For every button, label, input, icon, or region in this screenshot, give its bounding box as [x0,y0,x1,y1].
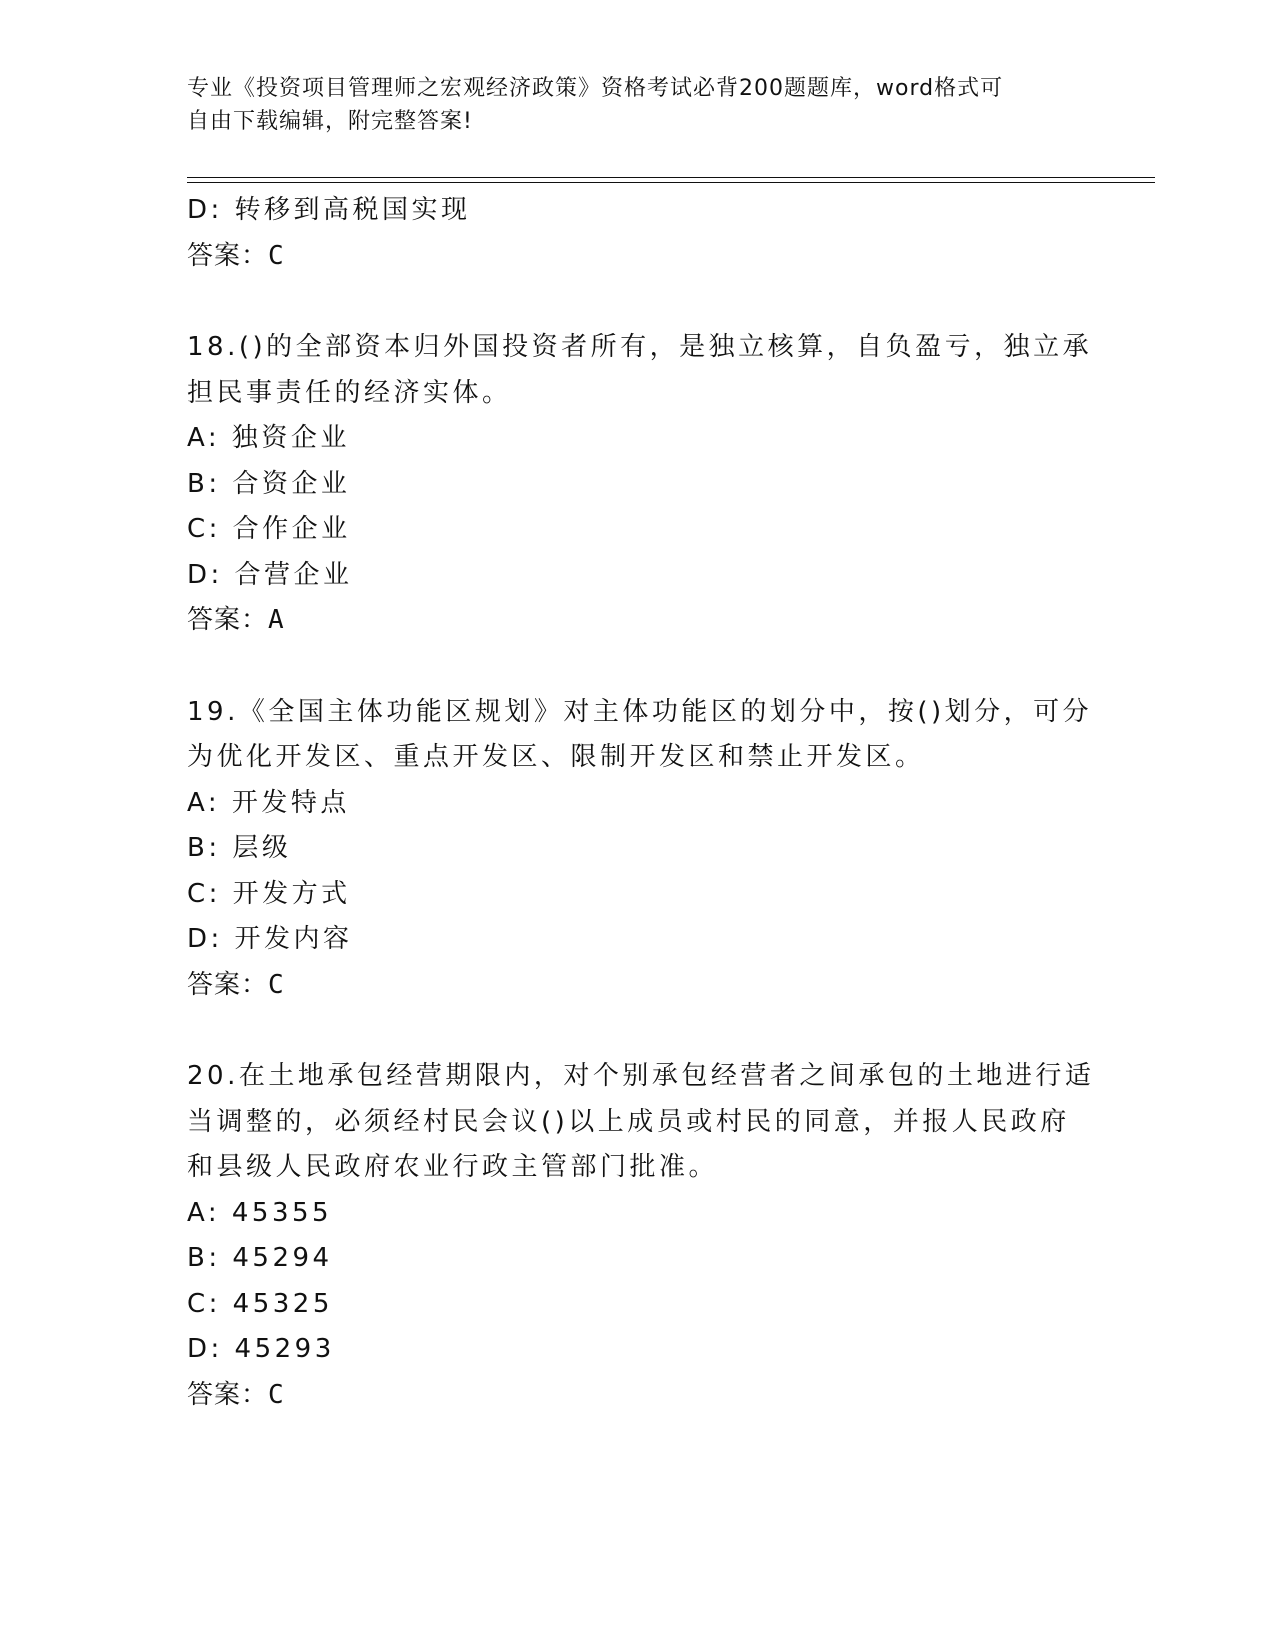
option-b: B: 合资企业 [187,468,351,499]
option-d: D: 开发内容 [187,924,353,954]
header-line-1: 专业《投资项目管理师之宏观经济政策》资格考试必背200题题库，word格式可 [187,76,1004,101]
question-stem-line: 担民事责任的经济实体。 [187,377,512,408]
question-19 [187,690,1093,1009]
question-18 [187,325,1093,644]
option-a: A: 45355 [187,1197,333,1228]
answer-line [187,963,1087,1009]
answer-value: C [268,969,284,1000]
question-stem-line: 和县级人民政府农业行政主管部门批准。 [187,1152,719,1182]
option-d: D: 45293 [187,1334,335,1364]
prev-option-d: D: 转移到高税国实现 [187,195,471,225]
option-a: A: 开发特点 [187,787,350,818]
answer-label: 答案： [187,1379,269,1410]
header-line-2: 自由下载编辑，附完整答案! [187,109,473,134]
question-stem-line: 20.在土地承包经营期限内，对个别承包经营者之间承包的土地进行适 [187,1061,1095,1091]
answer-value: C [268,1379,284,1410]
question-20 [187,1054,1095,1418]
answer-label: 答案： [187,605,269,635]
answer-line [187,1373,1087,1419]
prev-answer [187,234,1087,280]
option-b: B: 45294 [187,1243,333,1273]
answer-value: A [268,605,284,635]
option-a: A: 独资企业 [187,423,350,453]
document-header [187,72,1067,138]
header-divider-bottom [187,182,1155,183]
option-c: C: 开发方式 [187,878,351,909]
question-stem-line: 18.()的全部资本归外国投资者所有，是独立核算，自负盈亏，独立承 [187,332,1093,362]
option-d: D: 合营企业 [187,559,353,590]
question-stem-line: 19.《全国主体功能区规划》对主体功能区的划分中，按()划分，可分 [187,696,1093,727]
answer-label: 答案： [187,240,269,271]
option-c: C: 45325 [187,1288,333,1319]
question-stem-line: 为优化开发区、重点开发区、限制开发区和禁止开发区。 [187,742,925,772]
answer-line [187,598,1087,644]
answer-label: 答案： [187,969,269,1000]
question-stem-line: 当调整的，必须经村民会议()以上成员或村民的同意，并报人民政府 [187,1106,1070,1137]
header-divider-top [187,177,1155,178]
option-b: B: 层级 [187,833,292,863]
option-c: C: 合作企业 [187,514,351,544]
answer-value: C [268,240,284,271]
question-content [187,188,1095,1418]
